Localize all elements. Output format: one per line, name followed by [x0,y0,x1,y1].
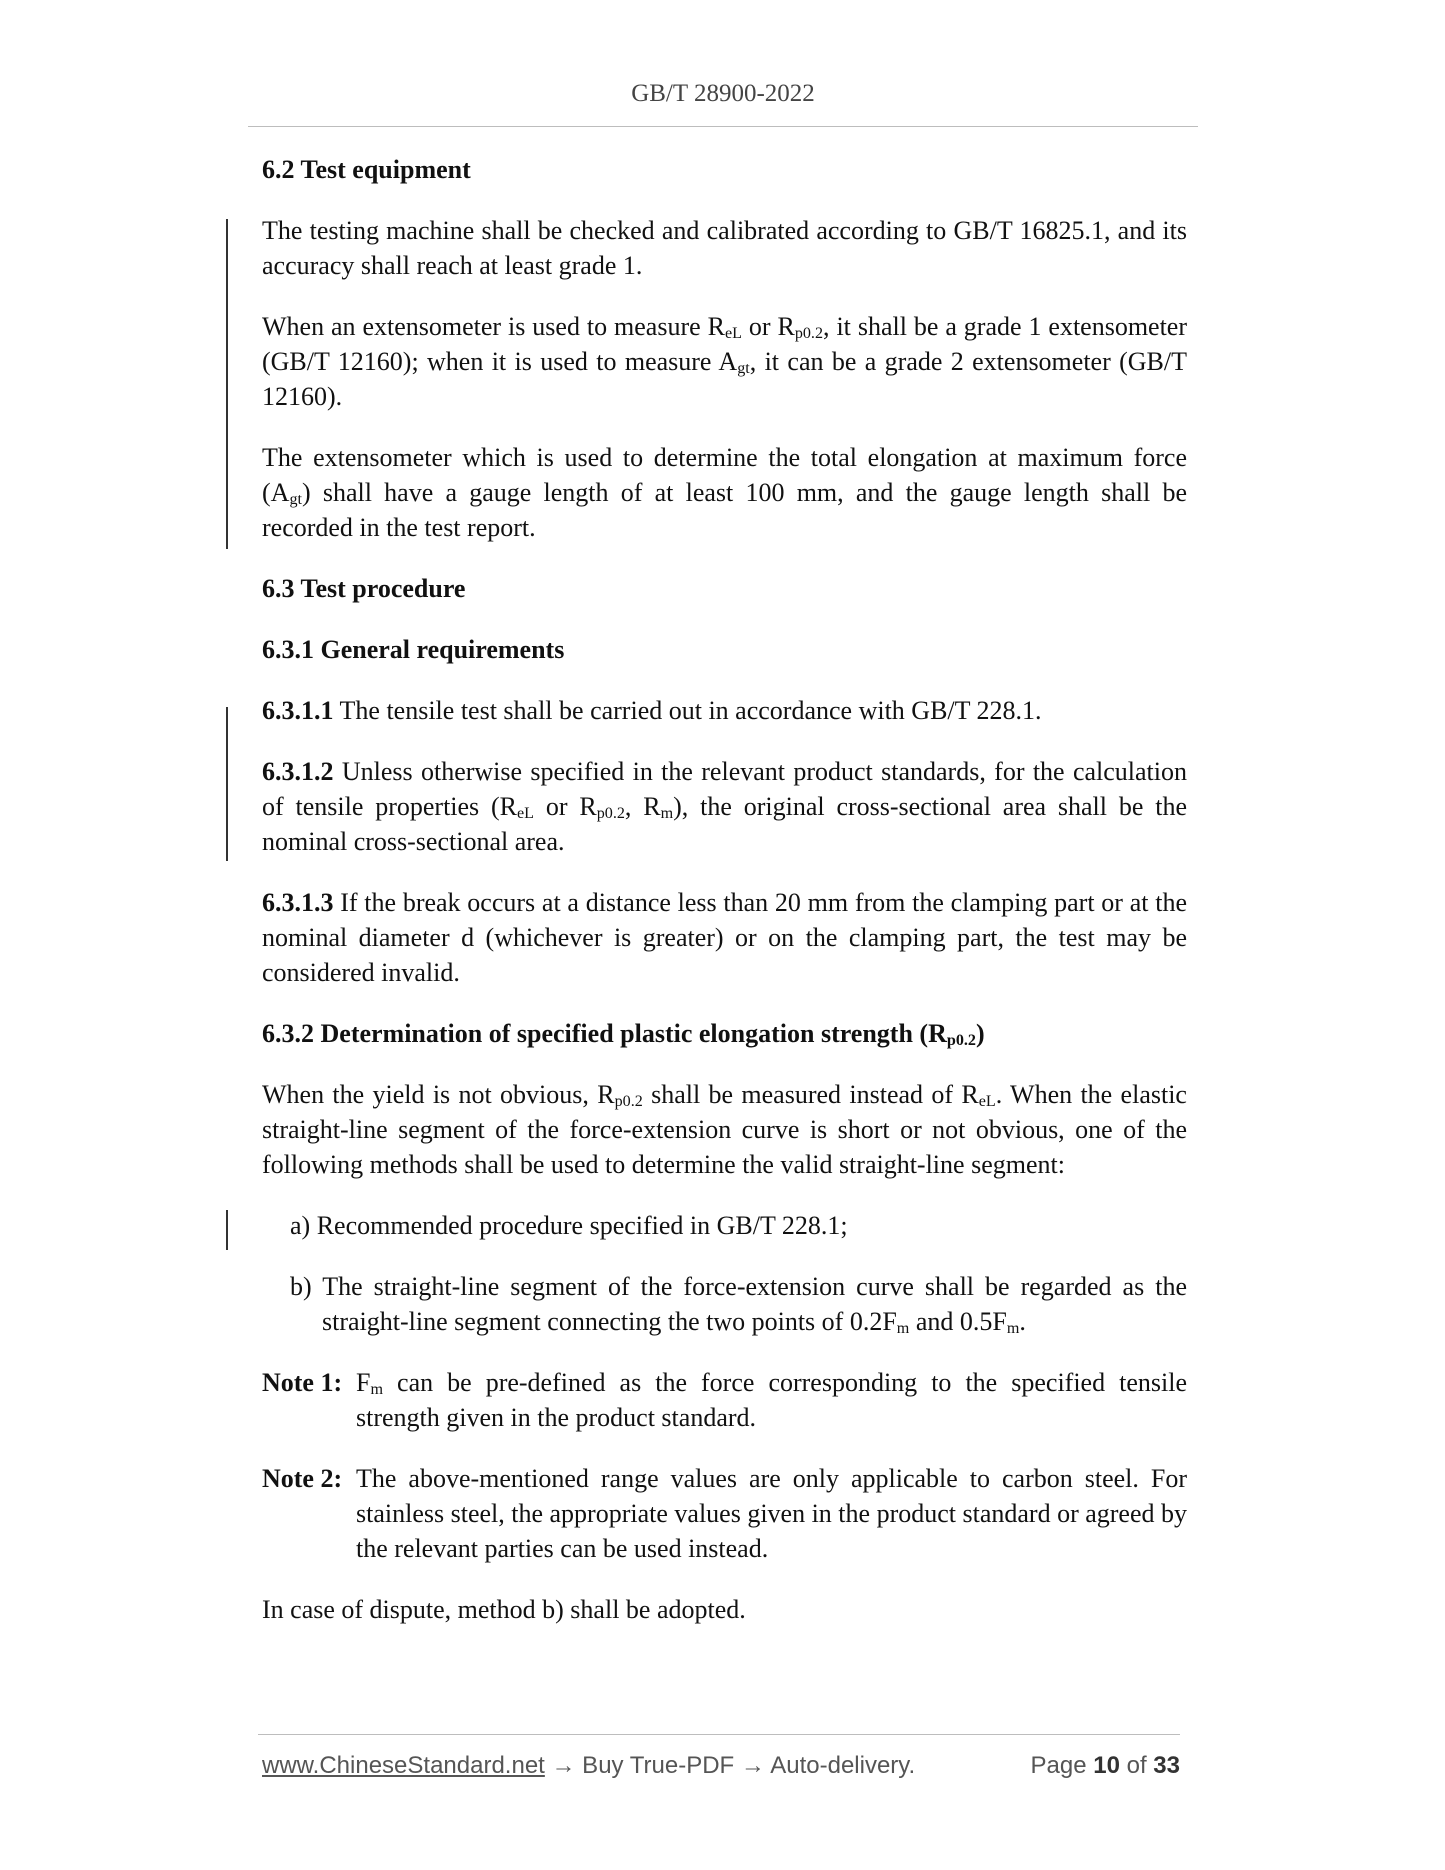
list-item-a: a) Recommended procedure specified in GB/T 228.1; [290,1211,848,1240]
running-header: GB/T 28900-2022 [631,80,815,107]
clause-6-3-1-3: 6.3.1.3 If the break occurs at a distance less than 20 mm from the clamping part or at the nominal diameter d (whichever is greater) or on the clamping part, the test may be considered invalid. [262,888,1187,987]
document-body [262,152,1187,1653]
note-2 [262,1461,1187,1566]
current-page-number: 10 [1093,1752,1120,1779]
clause-6-3-1-1: 6.3.1.1 The tensile test shall be carried out in accordance with GB/T 228.1. [262,696,1042,725]
change-bar [226,219,228,549]
paragraph-dispute: In case of dispute, method b) shall be adopted. [262,1595,746,1624]
change-bar [226,707,228,861]
footer-promo [262,1752,915,1780]
paragraph-gauge-length: The extensometer which is used to determine the total elongation at maximum force $(A_{gt})$ shall have a gauge length of at least 100 mm, and the gauge length shall be recorded in the test report. [262,443,1187,542]
change-bar [226,1210,228,1250]
page-indicator: Page 10 of 33 [1030,1752,1180,1779]
total-pages-number: 33 [1153,1752,1180,1779]
clause-6-3-1-2: 6.3.1.2 Unless otherwise specified in the relevant product standards, for the calculation of tensile properties ($R_{eL}$ or $R_{p0.2}$, $R_m$), the original cross-sectional area shall be the nominal cross-sectional area. [262,757,1187,856]
subsection-heading-6-3-2: 6.3.2 Determination of specified plastic elongation strength $(R_{p0.2})$ [262,1019,985,1050]
footer-rule [258,1734,1180,1735]
section-heading-6-2: 6.2 Test equipment [262,155,471,184]
website-link[interactable]: www.ChineseStandard.net [262,1752,545,1779]
paragraph-testing-machine: The testing machine shall be checked and calibrated according to GB/T 16825.1, and its accuracy shall reach at least grade 1. [262,216,1187,280]
paragraph-yield-not-obvious: When the yield is not obvious, $R_{p0.2}$ shall be measured instead of $R_{eL}$. When the elastic straight-line segment of the force-extension curve is short or not obvious, one of the following methods shall be used to determine the valid straight-line segment: [262,1080,1187,1179]
list-item-b: b) The straight-line segment of the force-extension curve shall be regarded as the straight-line segment connecting the two points of $0.2F_m$ and $0.5F_m$. [290,1272,1187,1338]
page-footer [262,1752,1180,1780]
subsection-heading-6-3-1: 6.3.1 General requirements [262,635,565,664]
note-1 [262,1365,1187,1435]
note-label: Note 1: [262,1368,343,1397]
note-text: $F_m$ can be pre-defined as the force corresponding to the specified tensile strength given in the product standard. [356,1368,1187,1432]
note-label: Note 2: [262,1464,343,1493]
note-text: The above-mentioned range values are only applicable to carbon steel. For stainless steel, the appropriate values given in the product standard or agreed by the relevant parties can be used instead. [356,1464,1188,1563]
header-rule [248,126,1198,127]
footer-promo-text: → Buy True-PDF → Auto-delivery. [544,1752,916,1779]
section-heading-6-3: 6.3 Test procedure [262,574,466,603]
paragraph-extensometer-grade: When an extensometer is used to measure $R_{eL}$ or $R_{p0.2}$, it shall be a grade 1 extensometer (GB/T 12160); when it is used to measure $A_{gt}$, it can be a grade 2 extensometer (GB/T 12160). [262,312,1188,411]
